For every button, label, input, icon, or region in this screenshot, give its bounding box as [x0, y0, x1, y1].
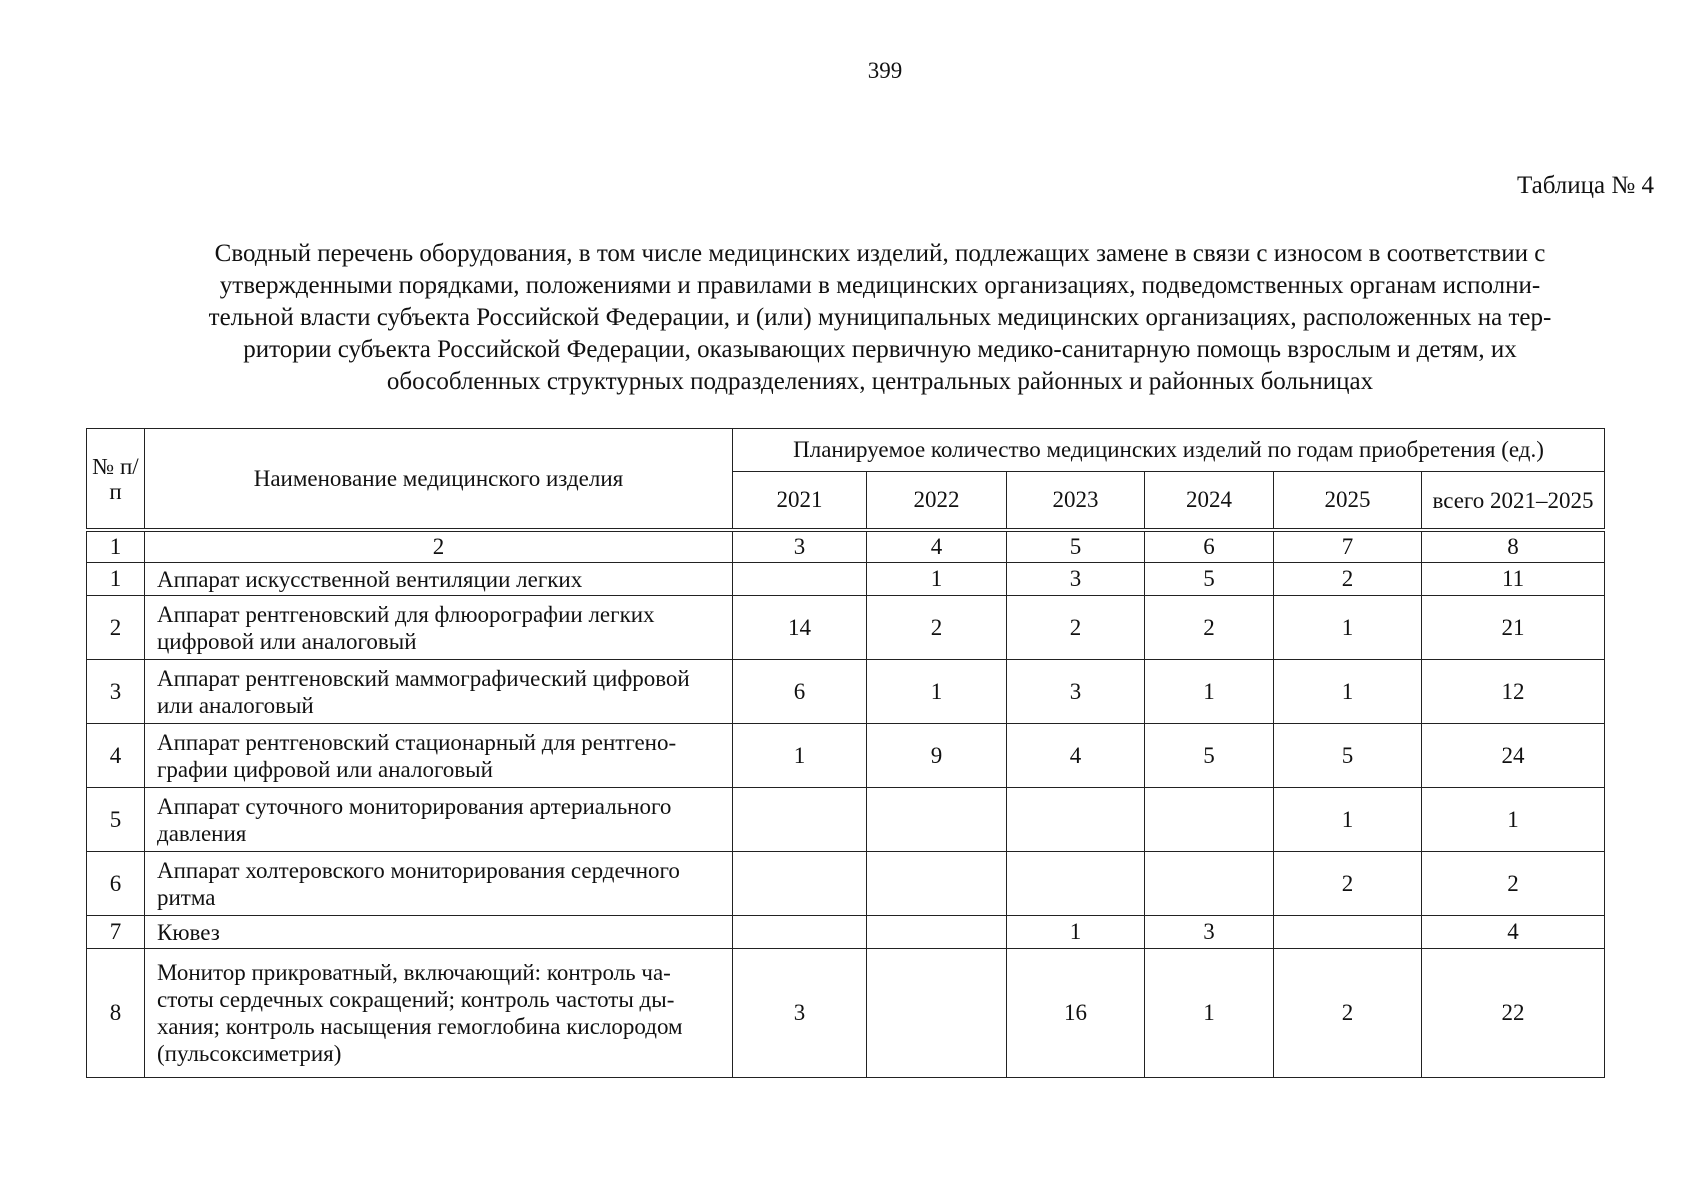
- title-line: Сводный перечень оборудования, в том числе медицинских изделий, подлежащих замене в связи с износом в соответствии с: [214, 240, 1546, 267]
- cell-2025: 5: [1274, 724, 1422, 788]
- cell-2025: [1274, 916, 1422, 949]
- cell-2022: 2: [867, 596, 1007, 660]
- row-num: 5: [87, 788, 145, 852]
- column-number: 6: [1145, 530, 1274, 563]
- column-number: 5: [1007, 530, 1145, 563]
- cell-total: 2: [1422, 852, 1605, 916]
- cell-total: 21: [1422, 596, 1605, 660]
- title-line: ритории субъекта Российской Федерации, оказывающих первичную медико-санитарную помощь взрослым и детям, их: [243, 336, 1517, 363]
- row-name: Кювез: [145, 916, 733, 949]
- table-row: [87, 596, 1605, 660]
- row-name: Аппарат холтеровского мониторирования сердечного ритма: [145, 852, 733, 916]
- cell-2025: 2: [1274, 563, 1422, 596]
- cell-2025: 2: [1274, 852, 1422, 916]
- cell-2022: 9: [867, 724, 1007, 788]
- cell-2021: [733, 852, 867, 916]
- header-year: 2021: [733, 472, 867, 531]
- cell-2023: 1: [1007, 916, 1145, 949]
- table-row: [87, 852, 1605, 916]
- table-row: [87, 916, 1605, 949]
- cell-total: 22: [1422, 949, 1605, 1078]
- column-number: 7: [1274, 530, 1422, 563]
- column-number: 1: [87, 530, 145, 563]
- cell-2022: [867, 852, 1007, 916]
- row-num: 4: [87, 724, 145, 788]
- row-num: 6: [87, 852, 145, 916]
- table-row: [87, 563, 1605, 596]
- cell-2023: 4: [1007, 724, 1145, 788]
- cell-2023: 3: [1007, 563, 1145, 596]
- row-name: Аппарат рентгеновский маммографический цифровой или аналоговый: [145, 660, 733, 724]
- cell-2021: [733, 916, 867, 949]
- cell-2023: 3: [1007, 660, 1145, 724]
- cell-2023: [1007, 788, 1145, 852]
- table-row: [87, 660, 1605, 724]
- cell-total: 12: [1422, 660, 1605, 724]
- cell-total: 4: [1422, 916, 1605, 949]
- header-name: Наименование медицинского изделия: [145, 429, 733, 531]
- cell-2021: 3: [733, 949, 867, 1078]
- table-row: [87, 724, 1605, 788]
- column-number: 8: [1422, 530, 1605, 563]
- table-row: [87, 788, 1605, 852]
- cell-2023: 16: [1007, 949, 1145, 1078]
- cell-2022: [867, 788, 1007, 852]
- column-number: 2: [145, 530, 733, 563]
- table-row: [87, 949, 1605, 1078]
- cell-2024: 2: [1145, 596, 1274, 660]
- header-row: [87, 429, 1605, 472]
- cell-2025: 1: [1274, 788, 1422, 852]
- cell-total: 11: [1422, 563, 1605, 596]
- row-num: 8: [87, 949, 145, 1078]
- header-year: 2022: [867, 472, 1007, 531]
- row-num: 2: [87, 596, 145, 660]
- cell-2024: [1145, 852, 1274, 916]
- cell-2024: 1: [1145, 949, 1274, 1078]
- cell-2024: 5: [1145, 563, 1274, 596]
- cell-2022: 1: [867, 563, 1007, 596]
- title-line: утвержденными порядками, положениями и правилами в медицинских организациях, подведомственных органам исполни-: [219, 272, 1541, 299]
- header-total: всего 2021–2025: [1422, 472, 1605, 531]
- cell-2022: [867, 916, 1007, 949]
- cell-2023: [1007, 852, 1145, 916]
- row-num: 7: [87, 916, 145, 949]
- cell-2024: 1: [1145, 660, 1274, 724]
- table-title: [110, 238, 1650, 398]
- cell-2024: 5: [1145, 724, 1274, 788]
- cell-2021: [733, 788, 867, 852]
- header-year: 2025: [1274, 472, 1422, 531]
- cell-2021: 14: [733, 596, 867, 660]
- page-number: 399: [867, 58, 903, 83]
- header-num: № п/п: [87, 429, 145, 531]
- cell-2021: 1: [733, 724, 867, 788]
- cell-total: 24: [1422, 724, 1605, 788]
- row-name: Монитор прикроватный, включающий: контроль ча-стоты сердечных сокращений; контроль частоты ды-хания; контроль насыщения гемоглобина кислородом (пульсоксиметрия): [145, 949, 733, 1078]
- row-num: 3: [87, 660, 145, 724]
- row-name: Аппарат суточного мониторирования артериального давления: [145, 788, 733, 852]
- equipment-table-container: [86, 428, 1604, 1078]
- table-label: Таблица № 4: [1516, 172, 1654, 199]
- column-number-row: [87, 530, 1605, 563]
- row-name: Аппарат рентгеновский стационарный для рентгено-графии цифровой или аналоговый: [145, 724, 733, 788]
- equipment-table: [86, 428, 1605, 1078]
- cell-2025: 1: [1274, 596, 1422, 660]
- cell-2021: [733, 563, 867, 596]
- row-name: Аппарат искусственной вентиляции легких: [145, 563, 733, 596]
- header-planned: Планируемое количество медицинских изделий по годам приобретения (ед.): [733, 429, 1605, 472]
- column-number: 3: [733, 530, 867, 563]
- header-year: 2023: [1007, 472, 1145, 531]
- title-line: обособленных структурных подразделениях, центральных районных и районных больницах: [386, 368, 1374, 395]
- row-name: Аппарат рентгеновский для флюорографии легких цифровой или аналоговый: [145, 596, 733, 660]
- cell-2022: 1: [867, 660, 1007, 724]
- cell-2023: 2: [1007, 596, 1145, 660]
- cell-2021: 6: [733, 660, 867, 724]
- cell-total: 1: [1422, 788, 1605, 852]
- cell-2025: 1: [1274, 660, 1422, 724]
- row-num: 1: [87, 563, 145, 596]
- header-year: 2024: [1145, 472, 1274, 531]
- title-line: тельной власти субъекта Российской Федерации, и (или) муниципальных медицинских организациях, расположенных на тер-: [208, 304, 1552, 331]
- column-number: 4: [867, 530, 1007, 563]
- cell-2024: 3: [1145, 916, 1274, 949]
- cell-2022: [867, 949, 1007, 1078]
- cell-2024: [1145, 788, 1274, 852]
- cell-2025: 2: [1274, 949, 1422, 1078]
